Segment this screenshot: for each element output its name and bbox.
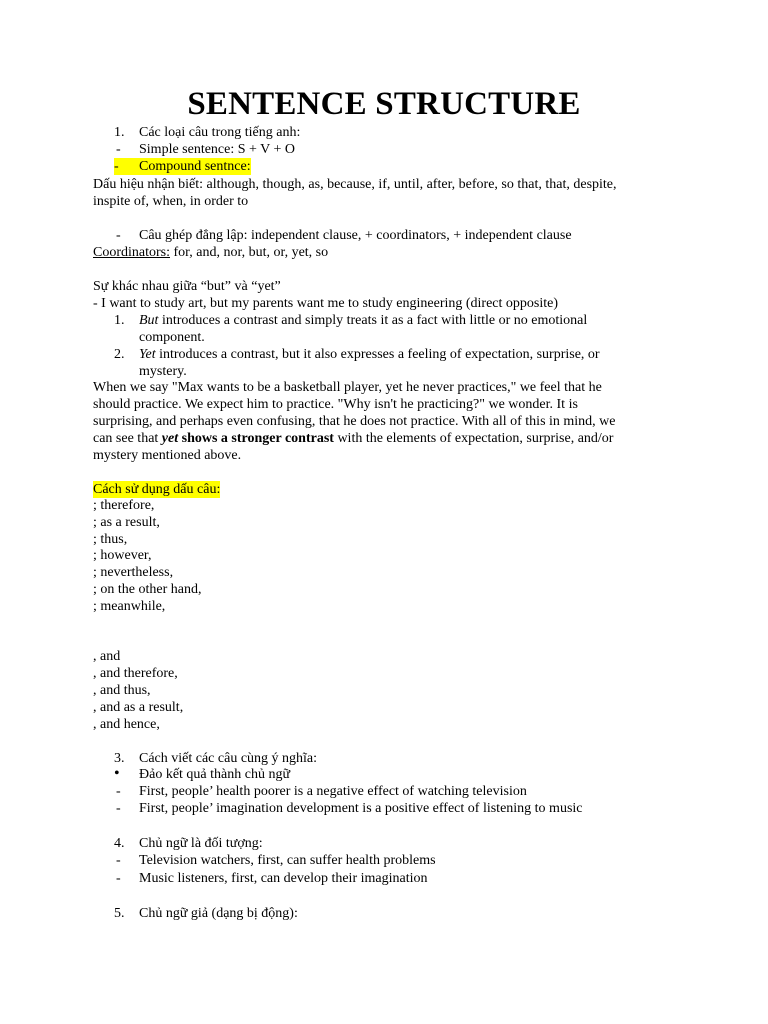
paragraph-line: mystery mentioned above. — [93, 448, 242, 463]
comma-item: , and therefore, — [93, 666, 178, 681]
section-4-heading: Chủ ngữ là đối tượng: — [139, 836, 263, 851]
list-dash: - — [116, 801, 121, 816]
simple-sentence-item: Simple sentence: S + V + O — [139, 142, 296, 157]
semicolon-item: ; thus, — [93, 532, 128, 547]
section-3-number: 3. — [114, 751, 125, 766]
semicolon-item: ; on the other hand, — [93, 582, 202, 597]
signs-line-2: inspite of, when, in order to — [93, 194, 249, 209]
but-yet-heading: Sự khác nhau giữa “but” và “yet” — [93, 279, 281, 294]
list-dash: - — [116, 142, 121, 157]
semicolon-item: ; meanwhile, — [93, 599, 166, 614]
paragraph-text: can see that — [93, 431, 162, 446]
but-item-number: 1. — [114, 313, 125, 328]
but-word: But — [139, 313, 159, 328]
list-dash-highlighted: - — [114, 158, 139, 175]
bullet-item: Đảo kết quả thành chủ ngữ — [139, 767, 291, 782]
paragraph-line — [93, 430, 613, 447]
yet-word: Yet — [139, 347, 156, 362]
comma-item: , and thus, — [93, 683, 151, 698]
section-4-item: Television watchers, first, can suffer health problems — [139, 853, 436, 868]
list-dash: - — [116, 784, 121, 799]
list-dash: - — [116, 853, 121, 868]
yet-emphasis: yet — [161, 431, 179, 446]
coordinators-list: for, and, nor, but, or, yet, so — [170, 245, 329, 260]
section-4-number: 4. — [114, 836, 125, 851]
yet-item — [139, 346, 600, 363]
punctuation-heading: Cách sử dụng dấu câu: — [93, 482, 221, 497]
list-dash: - — [116, 228, 121, 243]
section-1-heading: Các loại câu trong tiếng anh: — [139, 125, 301, 140]
section-5-number: 5. — [114, 906, 125, 921]
comma-item: , and — [93, 649, 121, 664]
coordinate-clause-item: Câu ghép đẳng lập: independent clause, + coordinators, + independent clause — [139, 228, 572, 243]
compound-sentence-item: Compound sentnce: — [139, 159, 251, 174]
section-5-heading: Chủ ngữ giả (dạng bị động): — [139, 906, 298, 921]
semicolon-item: ; nevertheless, — [93, 565, 174, 580]
paragraph-line: surprising, and perhaps even confusing, that he does not practice. With all of this in mind, we — [93, 414, 616, 429]
section-3-item: First, people’ health poorer is a negative effect of watching television — [139, 784, 527, 799]
comma-item: , and as a result, — [93, 700, 184, 715]
coordinators-line — [93, 244, 328, 261]
but-item — [139, 312, 587, 329]
yet-item-continuation: mystery. — [139, 364, 187, 379]
section-1-number: 1. — [114, 125, 125, 140]
yet-item-number: 2. — [114, 347, 125, 362]
comma-item: , and hence, — [93, 717, 160, 732]
paragraph-line: should practice. We expect him to practice. "Why isn't he practicing?" we wonder. It is — [93, 397, 578, 412]
section-4-item: Music listeners, first, can develop their imagination — [139, 871, 428, 886]
signs-line-1: Dấu hiệu nhận biết: although, though, as, because, if, until, after, before, so that, that, despite, — [93, 177, 617, 192]
section-3-heading: Cách viết các câu cùng ý nghĩa: — [139, 751, 318, 766]
bullet-icon: • — [114, 765, 120, 782]
semicolon-item: ; therefore, — [93, 498, 155, 513]
semicolon-item: ; however, — [93, 548, 152, 563]
paragraph-line: When we say "Max wants to be a basketball player, yet he never practices," we feel that he — [93, 380, 602, 395]
page-title: SENTENCE STRUCTURE — [187, 86, 581, 122]
stronger-contrast-emphasis: shows a stronger contrast — [178, 431, 334, 446]
list-dash: - — [116, 871, 121, 886]
semicolon-item: ; as a result, — [93, 515, 160, 530]
coordinators-label: Coordinators: — [93, 245, 170, 260]
yet-item-text: introduces a contrast, but it also expresses a feeling of expectation, surprise, or — [155, 347, 600, 362]
but-item-text: introduces a contrast and simply treats it as a fact with little or no emotional — [158, 313, 588, 328]
section-3-item: First, people’ imagination development is a positive effect of listening to music — [139, 801, 583, 816]
paragraph-text: with the elements of expectation, surprise, and/or — [333, 431, 614, 446]
but-item-continuation: component. — [139, 330, 205, 345]
but-example: - I want to study art, but my parents want me to study engineering (direct opposite) — [93, 296, 559, 311]
